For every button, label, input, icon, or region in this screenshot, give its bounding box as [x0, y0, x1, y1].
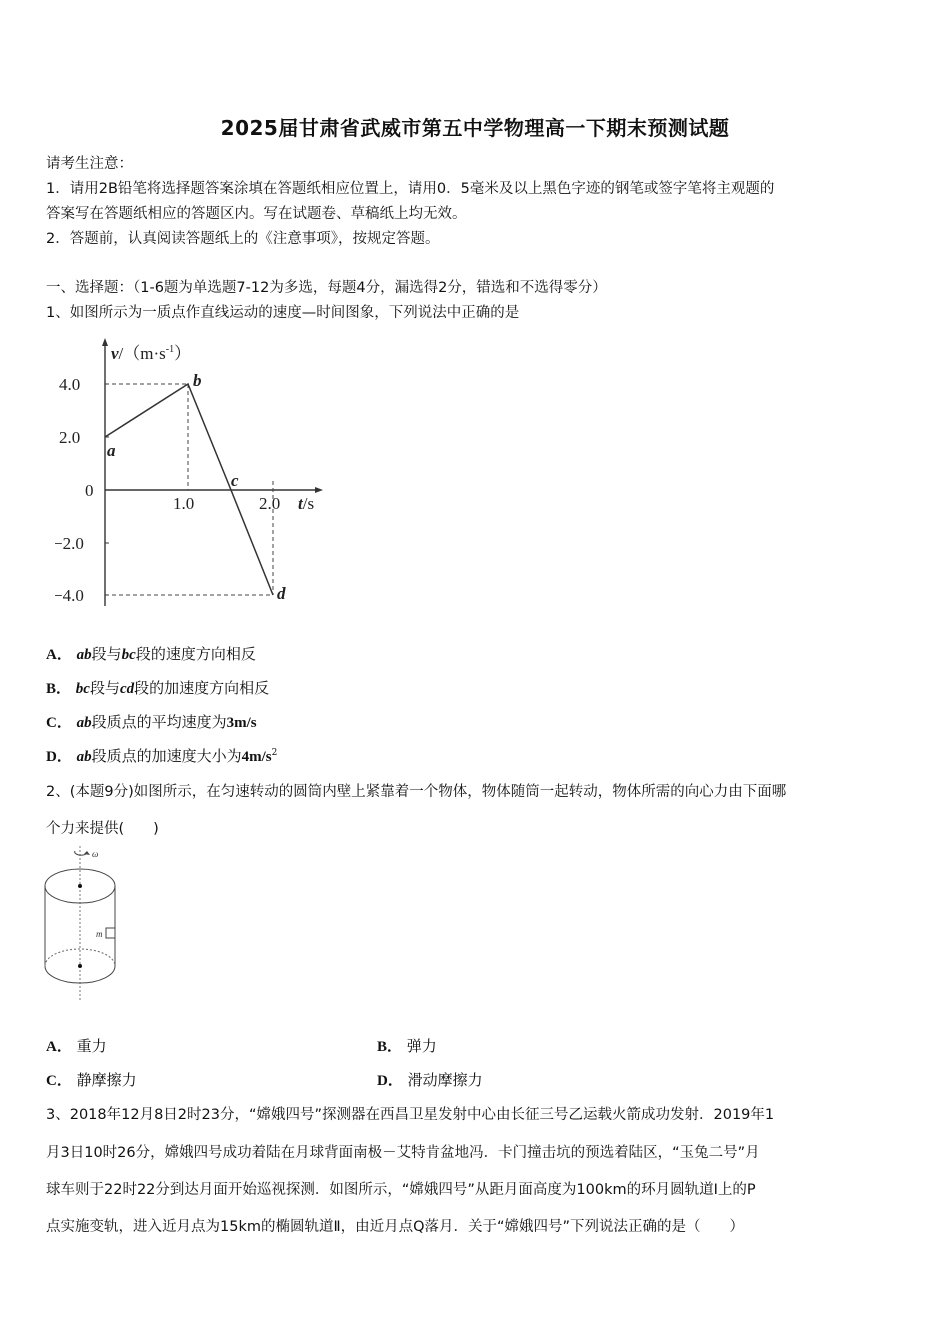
- rotating-cylinder-figure: [40, 842, 140, 1002]
- svg-text:0: 0: [85, 481, 94, 500]
- svg-text:4.0: 4.0: [59, 375, 81, 394]
- svg-text:v/（m·s-1）: $v/(m\cdot s^{-1})$: [111, 344, 192, 363]
- q3-line-2: 月3日10时26分，嫦娥四号成功着陆在月球背面南极－艾特肯盆地冯．卡门撞击坑的预选着陆区，“玉兔二号”月: [46, 1145, 760, 1161]
- q1-option-d[interactable]: D． ab段质点的加速度大小为$4m/s^2$: [46, 747, 278, 765]
- q1-option-b[interactable]: B． bc段与cd段的加速度方向相反: [46, 679, 270, 697]
- q3-line-4: 点实施变轨，进入近月点为15km的椭圆轨道Ⅱ，由近月点Q落月．关于“嫦娥四号”下列说法正确的是（ ）: [46, 1219, 745, 1235]
- svg-text:m: m: [96, 929, 103, 939]
- q2-option-b[interactable]: B． 弹力: [377, 1037, 437, 1055]
- q2-option-a[interactable]: A． 重力: [46, 1037, 107, 1055]
- q2-option-d[interactable]: D． 滑动摩擦力: [377, 1071, 483, 1089]
- svg-text:−2.0: −2.0: [55, 534, 84, 553]
- notice-item-2: 2．答题前，认真阅读答题纸上的《注意事项》，按规定答题。: [46, 231, 440, 247]
- svg-text:2.0: 2.0: [259, 494, 281, 513]
- q1-stem: 1、如图所示为一质点作直线运动的速度—时间图象，下列说法中正确的是: [46, 305, 520, 321]
- section-heading: 一、选择题：（1-6题为单选题7-12为多选，每题4分，漏选得2分，错选和不选得零分）: [46, 280, 607, 296]
- q2-option-c[interactable]: C． 静摩擦力: [46, 1071, 137, 1089]
- notice-item-1-line-2: 答案写在答题纸相应的答题区内。写在试题卷、草稿纸上均无效。: [46, 206, 467, 222]
- q3-line-3: 球车则于22时22分到达月面开始巡视探测．如图所示，“嫦娥四号”从距月面高度为100km的环月圆轨道Ⅰ上的P: [46, 1182, 756, 1198]
- q2-stem-line-2: 个力来提供( ): [46, 821, 159, 837]
- page-title: 2025届甘肃省武威市第五中学物理高一下期末预测试题: [220, 116, 730, 140]
- svg-text:1.0: 1.0: [173, 494, 195, 513]
- svg-text:d: d: [277, 584, 286, 603]
- notice-heading: 请考生注意：: [46, 156, 133, 172]
- q3-line-1: 3、2018年12月8日2时23分，“嫦娥四号”探测器在西昌卫星发射中心由长征三号乙运载火箭成功发射．2019年1: [46, 1107, 775, 1123]
- notice-item-1-line-1: 1．请用2B铅笔将选择题答案涂填在答题纸相应位置上，请用0．5毫米及以上黑色字迹的钢笔或签字笔将主观题的: [46, 181, 775, 197]
- q1-option-a[interactable]: A． ab段与bc段的速度方向相反: [46, 645, 256, 663]
- q1-option-c[interactable]: C． ab段质点的平均速度为3m/s: [46, 713, 257, 731]
- vt-graph: [55, 336, 355, 616]
- vt-graph-svg: [55, 336, 355, 616]
- svg-text:ω: ω: [92, 849, 99, 859]
- q2-stem-line-1: 2、(本题9分)如图所示，在匀速转动的圆筒内壁上紧靠着一个物体，物体随筒一起转动，物体所需的向心力由下面哪: [46, 784, 787, 800]
- svg-text:2.0: 2.0: [59, 428, 81, 447]
- svg-text:b: b: [193, 371, 202, 390]
- svg-text:a: a: [107, 441, 116, 460]
- svg-text:c: c: [231, 471, 239, 490]
- svg-text:t/s: t/s: [298, 494, 315, 513]
- svg-text:−4.0: −4.0: [55, 586, 84, 605]
